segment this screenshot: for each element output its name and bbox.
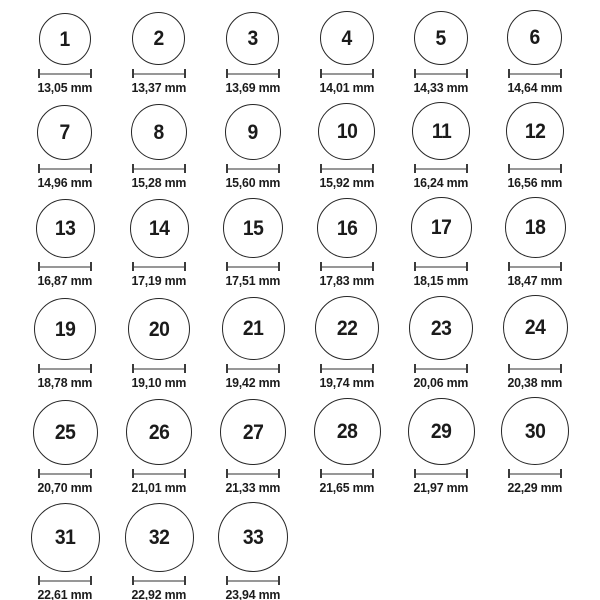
ring-size-number: 18 [524, 216, 546, 239]
measure-tick-right-icon [372, 69, 374, 78]
diameter-label: 22,92 mm [131, 587, 187, 600]
ring-size-number: 16 [336, 216, 358, 240]
diameter-measure-line [226, 576, 280, 585]
ring-size-item [412, 11, 470, 95]
measure-rule [416, 473, 466, 475]
diameter-measure-line [38, 469, 92, 478]
ring-circle [318, 103, 375, 160]
measure-rule [416, 168, 466, 170]
measure-tick-right-icon [372, 164, 374, 173]
ring-size-item [126, 399, 192, 495]
diameter-measure-line [132, 576, 186, 585]
diameter-measure-line [414, 262, 468, 271]
diameter-measure-line [38, 262, 92, 271]
ring-size-item [130, 12, 188, 95]
ring-size-number: 27 [242, 420, 264, 444]
diameter-measure-line [320, 262, 374, 271]
diameter-label: 15,92 mm [319, 175, 375, 190]
diameter-measure-line [320, 469, 374, 478]
measure-rule [40, 368, 90, 370]
ring-size-number: 3 [247, 27, 259, 50]
measure-tick-right-icon [184, 364, 186, 373]
ring-size-item [411, 197, 472, 288]
diameter-measure-line [320, 69, 374, 78]
ring-circle [320, 11, 374, 65]
diameter-measure-line [226, 262, 280, 271]
ring-size-item [220, 399, 286, 495]
measure-tick-right-icon [278, 164, 280, 173]
diameter-label: 19,74 mm [319, 375, 375, 390]
diameter-measure-line [38, 576, 92, 585]
ring-size-number: 26 [148, 420, 170, 444]
diameter-label: 21,65 mm [319, 480, 375, 495]
ring-circle [314, 398, 381, 465]
measure-rule [228, 73, 278, 75]
ring-size-item [506, 10, 564, 95]
measure-tick-right-icon [278, 262, 280, 271]
measure-rule [416, 266, 466, 268]
diameter-label: 18,78 mm [37, 375, 93, 390]
measure-tick-right-icon [466, 364, 468, 373]
measure-tick-right-icon [560, 262, 562, 271]
ring-circle [126, 399, 192, 465]
ring-circle [414, 11, 468, 65]
measure-tick-right-icon [560, 69, 562, 78]
ring-size-item [314, 398, 381, 495]
diameter-measure-line [414, 469, 468, 478]
diameter-measure-line [508, 469, 562, 478]
ring-size-item [36, 105, 94, 190]
diameter-measure-line [132, 262, 186, 271]
ring-size-number: 10 [336, 120, 358, 143]
ring-size-number: 33 [242, 525, 264, 549]
measure-rule [322, 368, 372, 370]
diameter-label: 21,33 mm [225, 480, 281, 495]
ring-size-number: 1 [59, 27, 71, 51]
diameter-label: 22,61 mm [37, 587, 93, 600]
measure-rule [40, 473, 90, 475]
diameter-label: 14,64 mm [507, 80, 563, 95]
diameter-measure-line [226, 69, 280, 78]
ring-size-item [31, 503, 100, 600]
diameter-label: 16,56 mm [507, 175, 563, 190]
ring-circle [36, 199, 95, 258]
measure-tick-right-icon [560, 364, 562, 373]
diameter-measure-line [508, 164, 562, 173]
ring-size-item [412, 102, 470, 190]
ring-size-item [222, 297, 285, 390]
ring-circle [33, 400, 98, 465]
ring-circle [132, 12, 185, 65]
ring-circle [131, 104, 187, 160]
measure-rule [228, 168, 278, 170]
ring-size-number: 4 [341, 26, 353, 50]
diameter-label: 23,94 mm [225, 587, 281, 600]
ring-size-item [218, 502, 288, 600]
measure-tick-right-icon [372, 364, 374, 373]
ring-circle [226, 12, 279, 65]
diameter-label: 19,42 mm [225, 375, 281, 390]
ring-circle [218, 502, 288, 572]
ring-size-number: 29 [430, 420, 452, 443]
ring-size-number: 20 [148, 317, 170, 341]
diameter-measure-line [132, 364, 186, 373]
ring-size-item [503, 295, 568, 390]
ring-size-number: 19 [54, 317, 76, 341]
measure-tick-right-icon [184, 469, 186, 478]
ring-circle [503, 295, 568, 360]
diameter-label: 16,87 mm [37, 273, 93, 288]
measure-rule [40, 73, 90, 75]
ring-circle [130, 199, 189, 258]
measure-rule [134, 73, 184, 75]
measure-tick-right-icon [372, 469, 374, 478]
ring-size-number: 31 [54, 526, 76, 549]
measure-rule [134, 580, 184, 582]
ring-size-item [33, 400, 98, 495]
measure-tick-right-icon [466, 262, 468, 271]
measure-tick-right-icon [278, 469, 280, 478]
ring-size-item [409, 296, 473, 390]
measure-rule [322, 266, 372, 268]
ring-size-number: 12 [524, 119, 546, 143]
measure-rule [510, 168, 560, 170]
diameter-label: 13,37 mm [131, 80, 187, 95]
diameter-measure-line [320, 164, 374, 173]
diameter-measure-line [414, 164, 468, 173]
measure-tick-right-icon [90, 262, 92, 271]
measure-tick-right-icon [184, 69, 186, 78]
measure-tick-right-icon [278, 576, 280, 585]
ring-size-item [36, 199, 95, 288]
diameter-label: 21,01 mm [131, 480, 187, 495]
ring-size-number: 13 [54, 217, 76, 240]
measure-rule [40, 168, 90, 170]
measure-rule [322, 73, 372, 75]
diameter-measure-line [38, 69, 92, 78]
diameter-label: 17,19 mm [131, 273, 187, 288]
measure-tick-right-icon [90, 164, 92, 173]
measure-rule [228, 368, 278, 370]
ring-size-item [318, 11, 376, 95]
measure-tick-right-icon [90, 364, 92, 373]
measure-rule [510, 73, 560, 75]
diameter-label: 21,97 mm [413, 480, 469, 495]
measure-rule [322, 168, 372, 170]
ring-size-item [36, 13, 94, 95]
measure-rule [416, 368, 466, 370]
measure-tick-right-icon [560, 164, 562, 173]
ring-size-item [505, 197, 566, 288]
ring-size-number: 23 [430, 316, 452, 340]
ring-size-number: 11 [431, 119, 451, 143]
diameter-measure-line [132, 164, 186, 173]
measure-tick-right-icon [372, 262, 374, 271]
measure-tick-right-icon [90, 469, 92, 478]
diameter-measure-line [226, 364, 280, 373]
diameter-label: 14,33 mm [413, 80, 469, 95]
measure-tick-right-icon [184, 262, 186, 271]
ring-size-number: 21 [242, 317, 264, 340]
diameter-label: 18,15 mm [413, 273, 469, 288]
diameter-label: 20,38 mm [507, 375, 563, 390]
ring-circle [34, 298, 96, 360]
ring-circle [411, 197, 472, 258]
measure-rule [510, 473, 560, 475]
measure-tick-right-icon [466, 469, 468, 478]
diameter-label: 20,70 mm [37, 480, 93, 495]
measure-rule [416, 73, 466, 75]
diameter-label: 13,05 mm [37, 80, 93, 95]
ring-size-number: 28 [336, 420, 358, 443]
diameter-measure-line [226, 469, 280, 478]
ring-size-number: 32 [148, 526, 170, 549]
diameter-measure-line [132, 69, 186, 78]
ring-circle [31, 503, 100, 572]
diameter-label: 15,60 mm [225, 175, 281, 190]
ring-size-item [223, 198, 283, 288]
ring-size-item [34, 298, 96, 390]
ring-circle [501, 397, 569, 465]
diameter-label: 18,47 mm [507, 273, 563, 288]
measure-rule [134, 473, 184, 475]
ring-circle [315, 296, 379, 360]
diameter-label: 17,83 mm [319, 273, 375, 288]
ring-size-number: 30 [524, 419, 546, 443]
measure-rule [40, 266, 90, 268]
diameter-label: 22,29 mm [507, 480, 563, 495]
ring-size-number: 7 [59, 121, 71, 144]
diameter-label: 16,24 mm [413, 175, 469, 190]
ring-circle [220, 399, 286, 465]
ring-circle [408, 398, 475, 465]
ring-size-number: 14 [148, 217, 170, 240]
ring-size-item [506, 102, 564, 190]
ring-size-number: 8 [153, 120, 165, 144]
ring-size-number: 15 [242, 216, 264, 240]
diameter-measure-line [414, 364, 468, 373]
measure-rule [228, 266, 278, 268]
ring-circle [222, 297, 285, 360]
ring-size-number: 9 [247, 120, 259, 144]
ring-circle [128, 298, 190, 360]
diameter-measure-line [508, 364, 562, 373]
measure-rule [134, 168, 184, 170]
ring-circle [125, 503, 194, 572]
ring-circle [506, 102, 564, 160]
diameter-label: 17,51 mm [225, 273, 281, 288]
diameter-label: 14,01 mm [319, 80, 375, 95]
ring-size-item [130, 199, 189, 288]
ring-size-number: 25 [54, 421, 76, 444]
ring-circle [412, 102, 470, 160]
ring-size-item [130, 104, 188, 190]
ring-size-item [318, 103, 376, 190]
ring-circle [225, 104, 281, 160]
ring-size-item [224, 12, 282, 95]
ring-size-number: 5 [435, 26, 447, 50]
ring-size-item [501, 397, 569, 495]
ring-size-number: 22 [336, 316, 358, 340]
ring-size-item [128, 298, 190, 390]
ring-circle [37, 105, 92, 160]
measure-tick-right-icon [90, 69, 92, 78]
diameter-measure-line [38, 164, 92, 173]
measure-tick-right-icon [466, 164, 468, 173]
ring-size-item [125, 503, 194, 600]
measure-rule [510, 266, 560, 268]
diameter-label: 19,10 mm [131, 375, 187, 390]
diameter-label: 15,28 mm [131, 175, 187, 190]
measure-tick-right-icon [278, 69, 280, 78]
diameter-measure-line [38, 364, 92, 373]
measure-tick-right-icon [184, 164, 186, 173]
measure-tick-right-icon [90, 576, 92, 585]
diameter-label: 13,69 mm [225, 80, 281, 95]
ring-circle [39, 13, 91, 65]
ring-circle [409, 296, 473, 360]
measure-tick-right-icon [184, 576, 186, 585]
diameter-measure-line [414, 69, 468, 78]
measure-rule [40, 580, 90, 582]
ring-circle [317, 198, 377, 258]
measure-rule [228, 580, 278, 582]
ring-size-number: 17 [430, 216, 452, 239]
measure-rule [228, 473, 278, 475]
ring-circle [223, 198, 283, 258]
ring-size-item [315, 296, 379, 390]
ring-size-number: 2 [153, 27, 165, 50]
diameter-label: 14,96 mm [37, 175, 93, 190]
measure-tick-right-icon [466, 69, 468, 78]
diameter-measure-line [320, 364, 374, 373]
ring-size-number: 24 [524, 316, 546, 339]
ring-size-number: 6 [529, 26, 541, 49]
diameter-label: 20,06 mm [413, 375, 469, 390]
ring-size-item [224, 104, 282, 190]
diameter-measure-line [226, 164, 280, 173]
ring-size-item [317, 198, 377, 288]
ring-size-item [408, 398, 475, 495]
diameter-measure-line [132, 469, 186, 478]
ring-circle [507, 10, 562, 65]
measure-tick-right-icon [560, 469, 562, 478]
diameter-measure-line [508, 262, 562, 271]
measure-rule [510, 368, 560, 370]
measure-rule [134, 266, 184, 268]
measure-tick-right-icon [278, 364, 280, 373]
measure-rule [134, 368, 184, 370]
measure-rule [322, 473, 372, 475]
diameter-measure-line [508, 69, 562, 78]
ring-circle [505, 197, 566, 258]
